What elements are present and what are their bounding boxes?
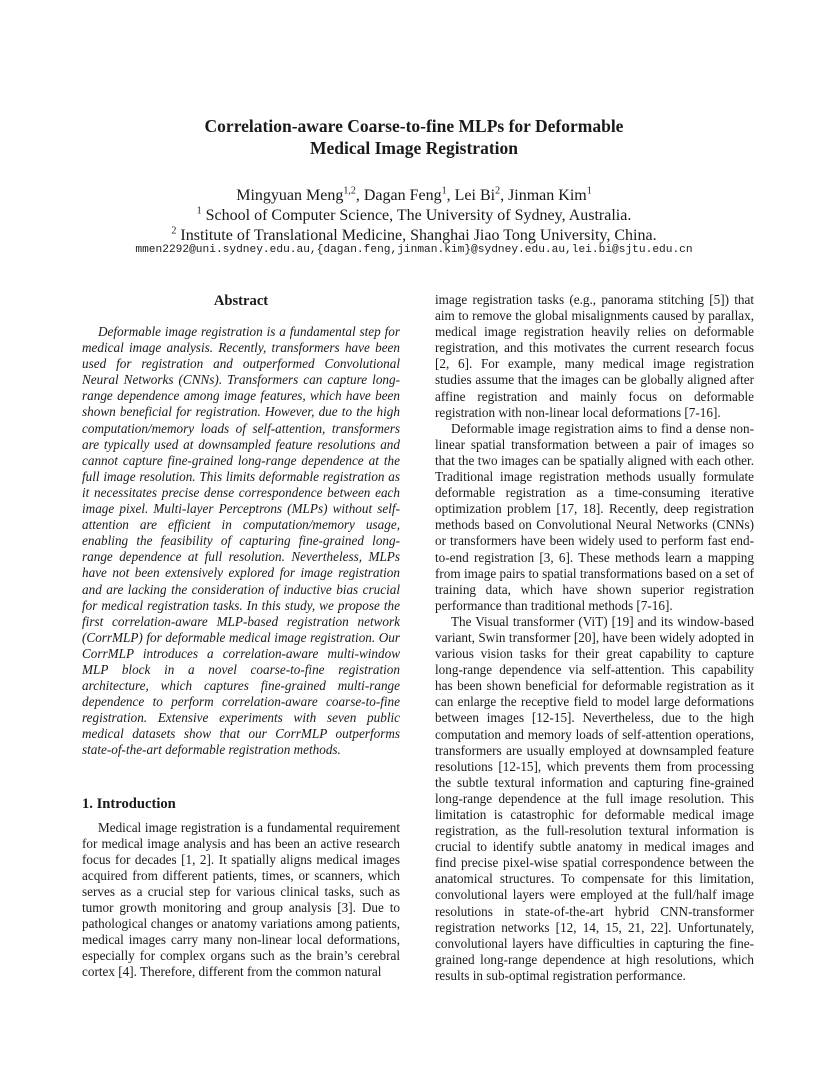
left-column bbox=[82, 292, 400, 980]
affiliation-text: School of Computer Science, The University of Sydney, Australia. bbox=[201, 207, 632, 224]
affiliation-1 bbox=[0, 206, 828, 226]
author-name: Jinman Kim bbox=[508, 187, 587, 204]
author-affiliation-marker: 1,2 bbox=[343, 185, 356, 197]
author-separator: , bbox=[500, 187, 509, 204]
paper-title bbox=[0, 115, 828, 159]
title-line-2: Medical Image Registration bbox=[309, 138, 518, 158]
author-affiliation-marker: 1 bbox=[586, 185, 592, 197]
abstract-heading: Abstract bbox=[213, 293, 269, 309]
introduction-paragraph-2: Deformable image registration aims to find a dense non-linear spatial transformation between a pair of images so that the two images can be spatially aligned with each other. Traditional image registration methods usually formulate deformable registration as a time-consuming iterative optimization problem [17, 18]. Recently, deep registration methods based on Convolutional Neural Networks (CNNs) or transformers have been widely used to perform fast end-to-end registration [3, 6]. These methods learn a mapping from image pairs to spatial transformations based on a set of training data, which have shown superior registration performance than traditional methods [7-16]. bbox=[435, 420, 754, 613]
introduction-heading: 1. Introduction bbox=[82, 795, 176, 812]
author-name: Dagan Feng bbox=[363, 187, 442, 204]
title-line-1: Correlation-aware Coarse-to-fine MLPs for Deformable bbox=[204, 116, 624, 136]
affiliation-marker: 2 bbox=[171, 225, 177, 237]
introduction-paragraph-1-continued: image registration tasks (e.g., panorama stitching [5]) that aim to remove the global misalignments caused by parallax, medical image registration heavily relies on deformable registration, and this motivates the current research focus [2, 6]. For example, many medical image registration studies assume that the images can be globally aligned after affine registration and mainly focus on deformable registration with non-linear local deformations [7-16]. bbox=[435, 292, 754, 420]
introduction-paragraph-1: Medical image registration is a fundamental requirement for medical image analysis and has been an active research focus for decades [1, 2]. It spatially aligns medical images acquired from different patients, times, or scanners, which serves as a crucial step for various clinical tasks, such as tumor growth monitoring and group analysis [3]. Due to pathological changes or anatomy variations among patients, medical images carry many non-linear local deformations, especially for complex organs such as the brain’s cerebral cortex [4]. Therefore, different from the common natural bbox=[82, 819, 400, 980]
affiliation-text: Institute of Translational Medicine, Shanghai Jiao Tong University, China. bbox=[176, 227, 657, 244]
author-separator: , bbox=[355, 187, 364, 204]
author-name: Mingyuan Meng bbox=[236, 187, 344, 204]
author-affiliation-marker: 2 bbox=[495, 185, 501, 197]
abstract-text: Deformable image registration is a fundamental step for medical image analysis. Recently, transformers have been used for registration and outperformed Convolutional Neural Networks (CNNs). Transformers can capture long-range dependence among image features, which have been shown beneficial for registration. However, due to the high computation/memory loads of self-attention, transformers are typically used at downsampled feature resolutions and cannot capture fine-grained long-range dependence at the full image resolution. This limits deformable registration as it necessitates precise dense correspondence between each image pixel. Multi-layer Perceptrons (MLPs) without self-attention are efficient in computation/memory usage, enabling the feasibility of capturing fine-grained long-range dependence at full resolution. Nevertheless, MLPs have not been extensively explored for image registration and are lacking the consideration of inductive bias crucial for medical registration tasks. In this study, we propose the first correlation-aware MLP-based registration network (CorrMLP) for deformable medical image registration. Our CorrMLP introduces a correlation-aware multi-window MLP block in a novel coarse-to-fine registration architecture, which captures fine-grained multi-range dependence to perform correlation-aware coarse-to-fine registration. Extensive experiments with seven public medical datasets show that our CorrMLP outperforms state-of-the-art deformable registration methods. bbox=[82, 324, 400, 758]
author-separator: , bbox=[446, 187, 455, 204]
author-emails: mmen2292@uni.sydney.edu.au,{dagan.feng,jinman.kim}@sydney.edu.au,lei.bi@sjtu.edu.cn bbox=[135, 244, 693, 256]
author-list bbox=[0, 186, 828, 206]
right-column bbox=[435, 292, 754, 984]
author-affiliation-marker: 1 bbox=[441, 185, 447, 197]
author-name: Lei Bi bbox=[454, 187, 496, 204]
introduction-paragraph-3: The Visual transformer (ViT) [19] and its window-based variant, Swin transformer [20], have been widely adopted in various vision tasks for their great capability to capture long-range dependence via self-attention. This capability has been shown beneficial for deformable registration as it can enlarge the receptive field to model large deformations between images [12-15]. Nevertheless, due to the high computation and memory loads of self-attention operations, transformers are usually employed at downsampled feature resolutions [12-15], which prevents them from processing the subtle textural information and capturing fine-grained long-range dependence at the full image resolution. This limitation is catastrophic for deformable medical image registration, as the full-resolution textural information is crucial to identify subtle anatomy in medical images and find precise pixel-wise spatial correspondence between the anatomical structures. To compensate for this limitation, convolutional layers were employed at the full/half image resolutions in state-of-the-art hybrid CNN-transformer registration networks [12, 14, 15, 21, 22]. Unfortunately, convolutional layers have difficulties in capturing the fine-grained long-range dependence at high resolutions, which results in sub-optimal registration performance. bbox=[435, 613, 754, 983]
affiliation-marker: 1 bbox=[196, 205, 202, 217]
